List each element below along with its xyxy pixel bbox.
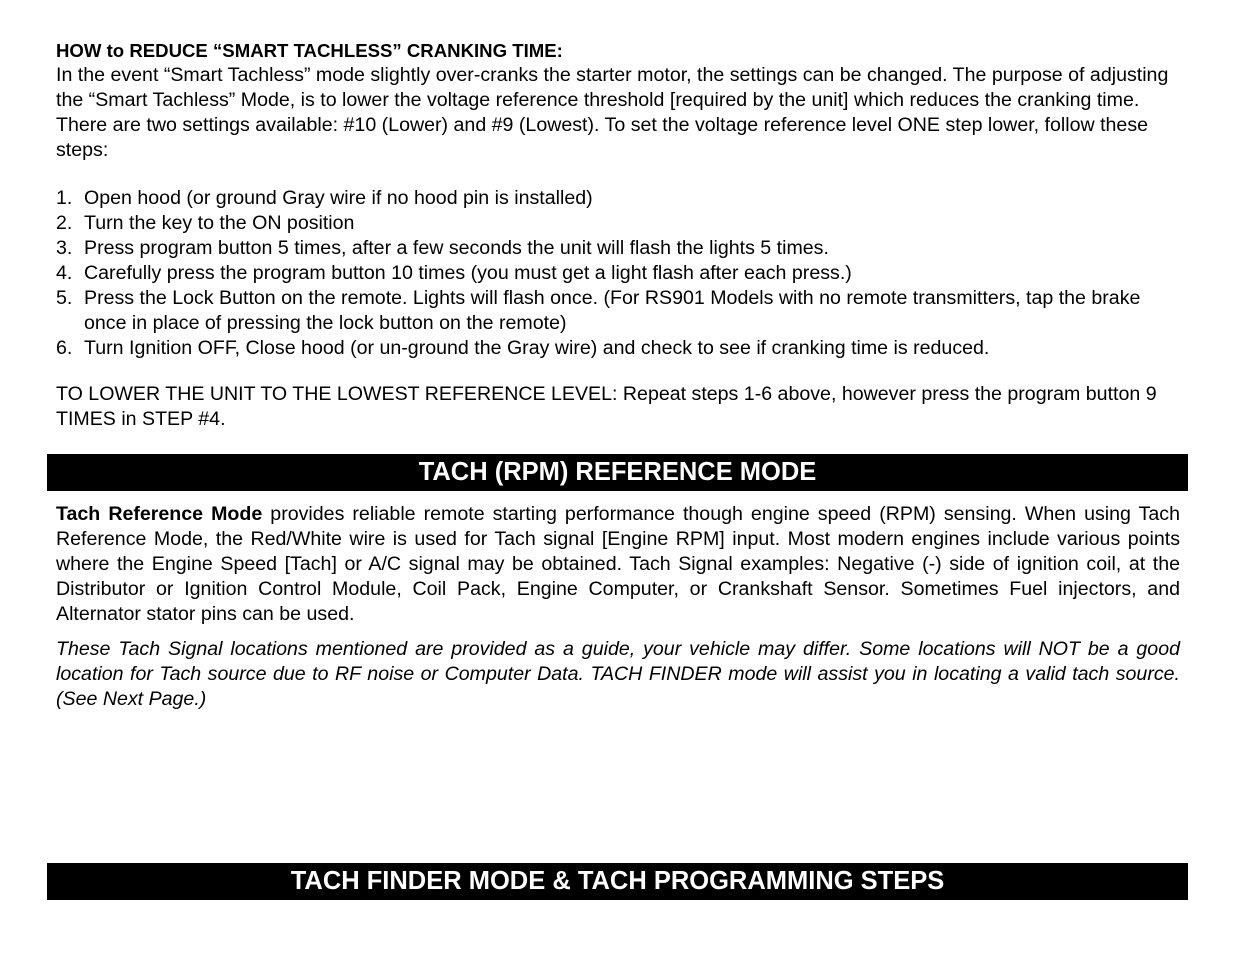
- tach-reference-text: provides reliable remote starting performance though engine speed (RPM) sensing. When using Tach Reference Mode, the Red/White wire is used for Tach signal [Engine RPM] input. Most modern engines include various points where the Engine Speed [Tach] or A/C signal may be obtained. Tach Signal examples: Negative (-) side of ignition coil, at the Distributor or Ignition Control Module, Coil Pack, Engine Computer, or Crankshaft Sensor. Sometimes Fuel injectors, and Alternator stator pins can be used.: [56, 503, 1180, 625]
- smart-tachless-intro: In the event “Smart Tachless” mode slightly over-cranks the starter motor, the settings can be changed. The purpose of adjusting the “Smart Tachless” Mode, is to lower the voltage reference threshold [required by the unit] which reduces the cranking time. There are two settings available: #10 (Lower) and #9 (Lowest). To set the voltage reference level ONE step lower, follow these steps:: [56, 64, 1169, 161]
- smart-tachless-heading: HOW to REDUCE “SMART TACHLESS” CRANKING TIME:: [56, 40, 563, 61]
- step-number: 4.: [56, 262, 73, 284]
- step-item: [56, 261, 1180, 286]
- lowest-level-note: [56, 382, 1180, 432]
- smart-tachless-steps: [56, 186, 1180, 361]
- tach-reference-section: [56, 502, 1180, 627]
- step-item: [56, 211, 1180, 236]
- step-item: [56, 186, 1180, 211]
- step-number: 3.: [56, 237, 73, 259]
- tach-reference-lead: Tach Reference Mode: [56, 503, 263, 525]
- step-text: Turn the key to the ON position: [84, 212, 355, 234]
- step-number: 1.: [56, 187, 73, 209]
- tach-finder-banner: TACH FINDER MODE & TACH PROGRAMMING STEPS: [47, 863, 1188, 900]
- step-number: 6.: [56, 337, 73, 359]
- step-number: 5.: [56, 287, 73, 309]
- tach-signal-note: [56, 637, 1180, 712]
- tach-reference-banner: TACH (RPM) REFERENCE MODE: [47, 454, 1188, 491]
- step-text: Turn Ignition OFF, Close hood (or un-ground the Gray wire) and check to see if cranking time is reduced.: [84, 337, 990, 359]
- step-text: Carefully press the program button 10 times (you must get a light flash after each press.): [84, 262, 852, 284]
- step-item: [56, 236, 1180, 261]
- tach-reference-body: [56, 502, 1180, 627]
- step-text: Press program button 5 times, after a few seconds the unit will flash the lights 5 times.: [84, 237, 829, 259]
- step-item: [56, 286, 1180, 336]
- step-text: Press the Lock Button on the remote. Lights will flash once. (For RS901 Models with no remote transmitters, tap the brake once in place of pressing the lock button on the remote): [84, 287, 1141, 334]
- smart-tachless-section: [56, 38, 1180, 163]
- steps-list: [56, 186, 1180, 361]
- step-text: Open hood (or ground Gray wire if no hood pin is installed): [84, 187, 593, 209]
- step-number: 2.: [56, 212, 73, 234]
- step-item: [56, 336, 1180, 361]
- tach-signal-note-text: These Tach Signal locations mentioned are provided as a guide, your vehicle may differ. Some locations will NOT be a good location for Tach source due to RF noise or Computer Data. TACH FINDER mode will assist you in locating a valid tach source. (See Next Page.): [56, 638, 1180, 710]
- lowest-level-text: TO LOWER THE UNIT TO THE LOWEST REFERENCE LEVEL: Repeat steps 1-6 above, however press the program button 9 TIMES in STEP #4.: [56, 383, 1157, 430]
